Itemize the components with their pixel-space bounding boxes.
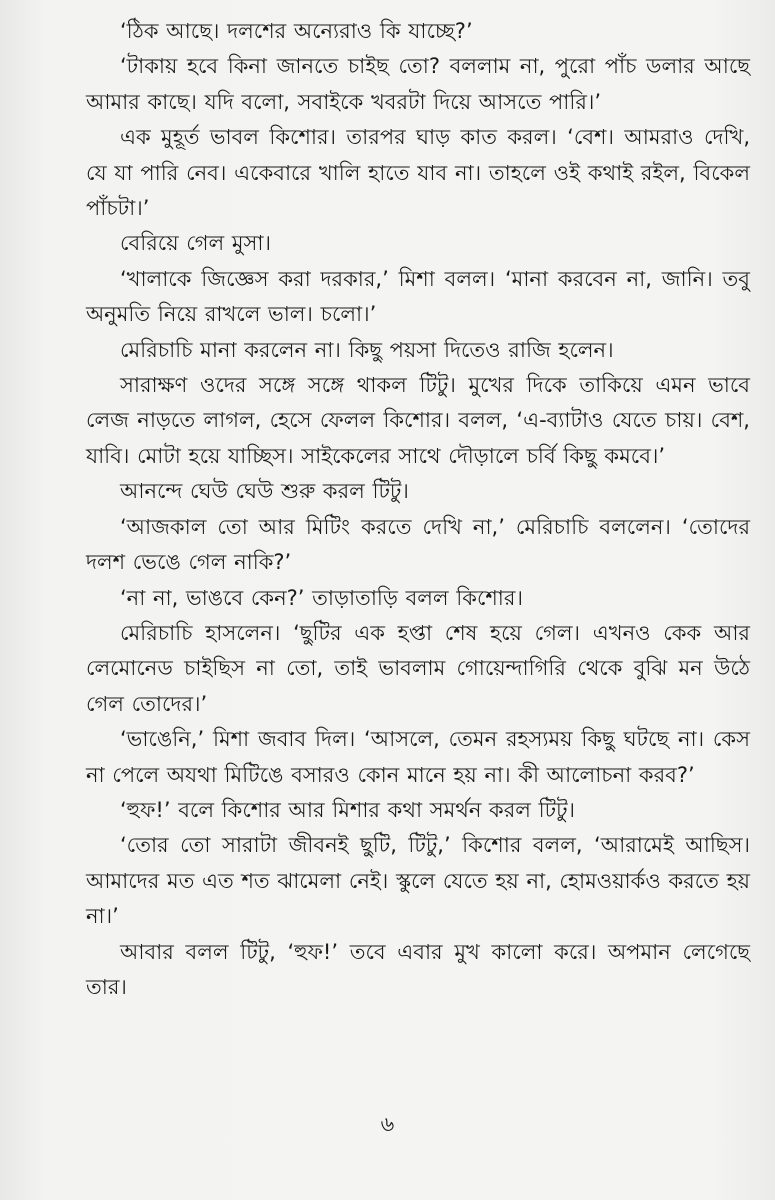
paragraph-14: ‘তোর তো সারাটা জীবনই ছুটি, টিটু,’ কিশোর বলল, ‘আরামেই আছিস। আমাদের মত এত শত ঝামেলা নেই। স্কুলে যেতে হয় না, হোমওয়ার্কও করতে হয় না।’	[86, 833, 750, 929]
paragraph-13: ‘হুফ!’ বলে কিশোর আর মিশার কথা সমর্থন করল টিটু।	[120, 797, 576, 822]
paragraph-10: ‘না না, ভাঙবে কেন?’ তাড়াতাড়ি বলল কিশোর।	[120, 585, 523, 610]
paragraph-11: মেরিচাচি হাসলেন। ‘ছুটির এক হপ্তা শেষ হয়ে গেল। এখনও কেক আর লেমোনেড চাইছিস না তো, তাই ভাবলাম গোয়েন্দাগিরি থেকে বুঝি মন উঠে গেল তোদের।’	[86, 620, 750, 716]
paragraph-15: আবার বলল টিটু, ‘হুফ!’ তবে এবার মুখ কালো করে। অপমান লেগেছে তার।	[86, 939, 750, 999]
paragraph-9: ‘আজকাল তো আর মিটিং করতে দেখি না,’ মেরিচাচি বললেন। ‘তোদের দলশ ভেঙে গেল নাকি?’	[86, 514, 750, 575]
paragraph-1: ‘ঠিক আছে। দলশের অন্যেরাও কি যাচ্ছে?’	[120, 19, 473, 43]
page-number: ৬	[380, 1112, 395, 1136]
paragraph-7: সারাক্ষণ ওদের সঙ্গে সঙ্গে থাকল টিটু। মুখের দিকে তাকিয়ে এমন ভাবে লেজ নাড়তে লাগল, হেসে ফেলল কিশোর। বলল, ‘এ-ব্যাটাও যেতে চায়। বেশ, যাবি। মোটা হয়ে যাচ্ছিস। সাইকেলের সাথে দৌড়ালে চর্বি কিছু কমবে।’	[86, 373, 750, 468]
paragraph-5: ‘খালাকে জিজ্ঞেস করা দরকার,’ মিশা বলল। ‘মানা করবেন না, জানি। তবু অনুমতি নিয়ে রাখলে ভাল। চলো।’	[86, 266, 750, 327]
paragraph-4: বেরিয়ে গেল মুসা।	[120, 231, 271, 256]
paragraph-3: এক মুহূর্ত ভাবল কিশোর। তারপর ঘাড় কাত করল। ‘বেশ। আমরাও দেখি, যে যা পারি নেব। একেবারে খালি হাতে যাব না। তাহলে ওই কথাই রইল, বিকেল পাঁচটা।’	[86, 125, 750, 221]
paragraph-6: মেরিচাচি মানা করলেন না। কিছু পয়সা দিতেও রাজি হলেন।	[120, 337, 614, 362]
paragraph-8: আনন্দে ঘেউ ঘেউ শুরু করল টিটু।	[120, 479, 409, 504]
paragraph-12: ‘ভাঙেনি,’ মিশা জবাব দিল। ‘আসলে, তেমন রহস্যময় কিছু ঘটছে না। কেস না পেলে অযথা মিটিঙে বসারও কোন মানে হয় না। কী আলোচনা করব?’	[86, 727, 750, 787]
paragraph-2: ‘টাকায় হবে কিনা জানতে চাইছ তো? বললাম না, পুরো পাঁচ ডলার আছে আমার কাছে। যদি বলো, সবাইকে খবরটা দিয়ে আসতে পারি।’	[86, 54, 750, 114]
body-text	[86, 14, 750, 1005]
